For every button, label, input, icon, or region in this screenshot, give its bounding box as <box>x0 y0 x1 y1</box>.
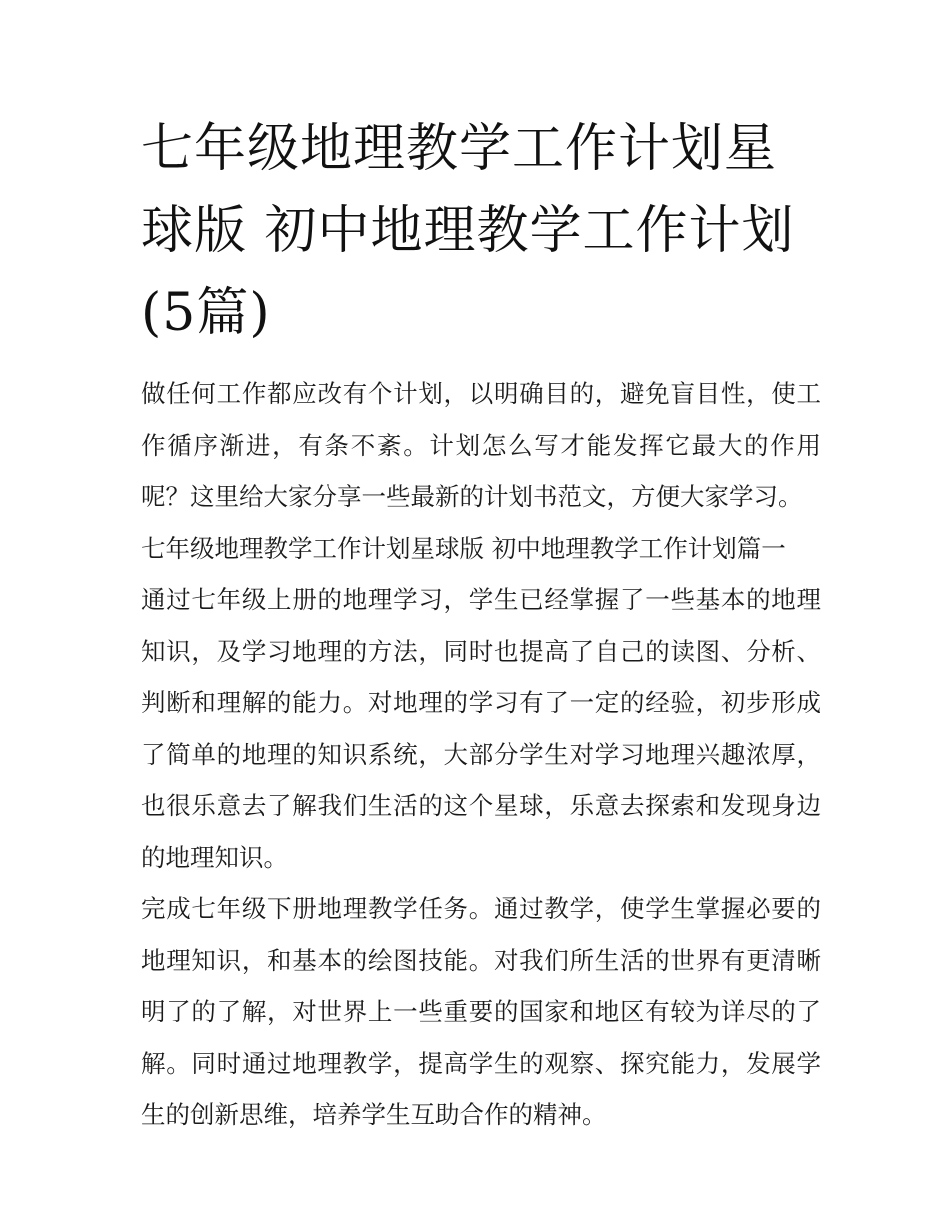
document-title: 七年级地理教学工作计划星球版 初中地理教学工作计划(5篇) <box>141 119 795 343</box>
body-paragraph: 完成七年级下册地理教学任务。通过教学，使学生掌握必要的地理知识，和基本的绘图技能。对我们所生活的世界有更清晰明了的了解，对世界上一些重要的国家和地区有较为详尽的了解。同时通过地理教学，提高学生的观察、探究能力，发展学生的创新思维，培养学生互助合作的精神。 <box>141 894 821 1129</box>
document-content <box>141 108 821 1141</box>
document-body <box>141 368 821 1141</box>
intro-paragraph: 做任何工作都应改有个计划，以明确目的，避免盲目性，使工作循序渐进，有条不紊。计划怎么写才能发挥它最大的作用呢？这里给大家分享一些最新的计划书范文，方便大家学习。 <box>141 379 821 511</box>
section-heading: 七年级地理教学工作计划星球版 初中地理教学工作计划篇一 <box>141 533 786 563</box>
body-paragraph: 通过七年级上册的地理学习，学生已经掌握了一些基本的地理知识，及学习地理的方法，同时也提高了自己的读图、分析、判断和理解的能力。对地理的学习有了一定的经验，初步形成了简单的地理的知识系统，大部分学生对学习地理兴趣浓厚，也很乐意去了解我们生活的这个星球，乐意去探索和发现身边的地理知识。 <box>141 585 821 872</box>
